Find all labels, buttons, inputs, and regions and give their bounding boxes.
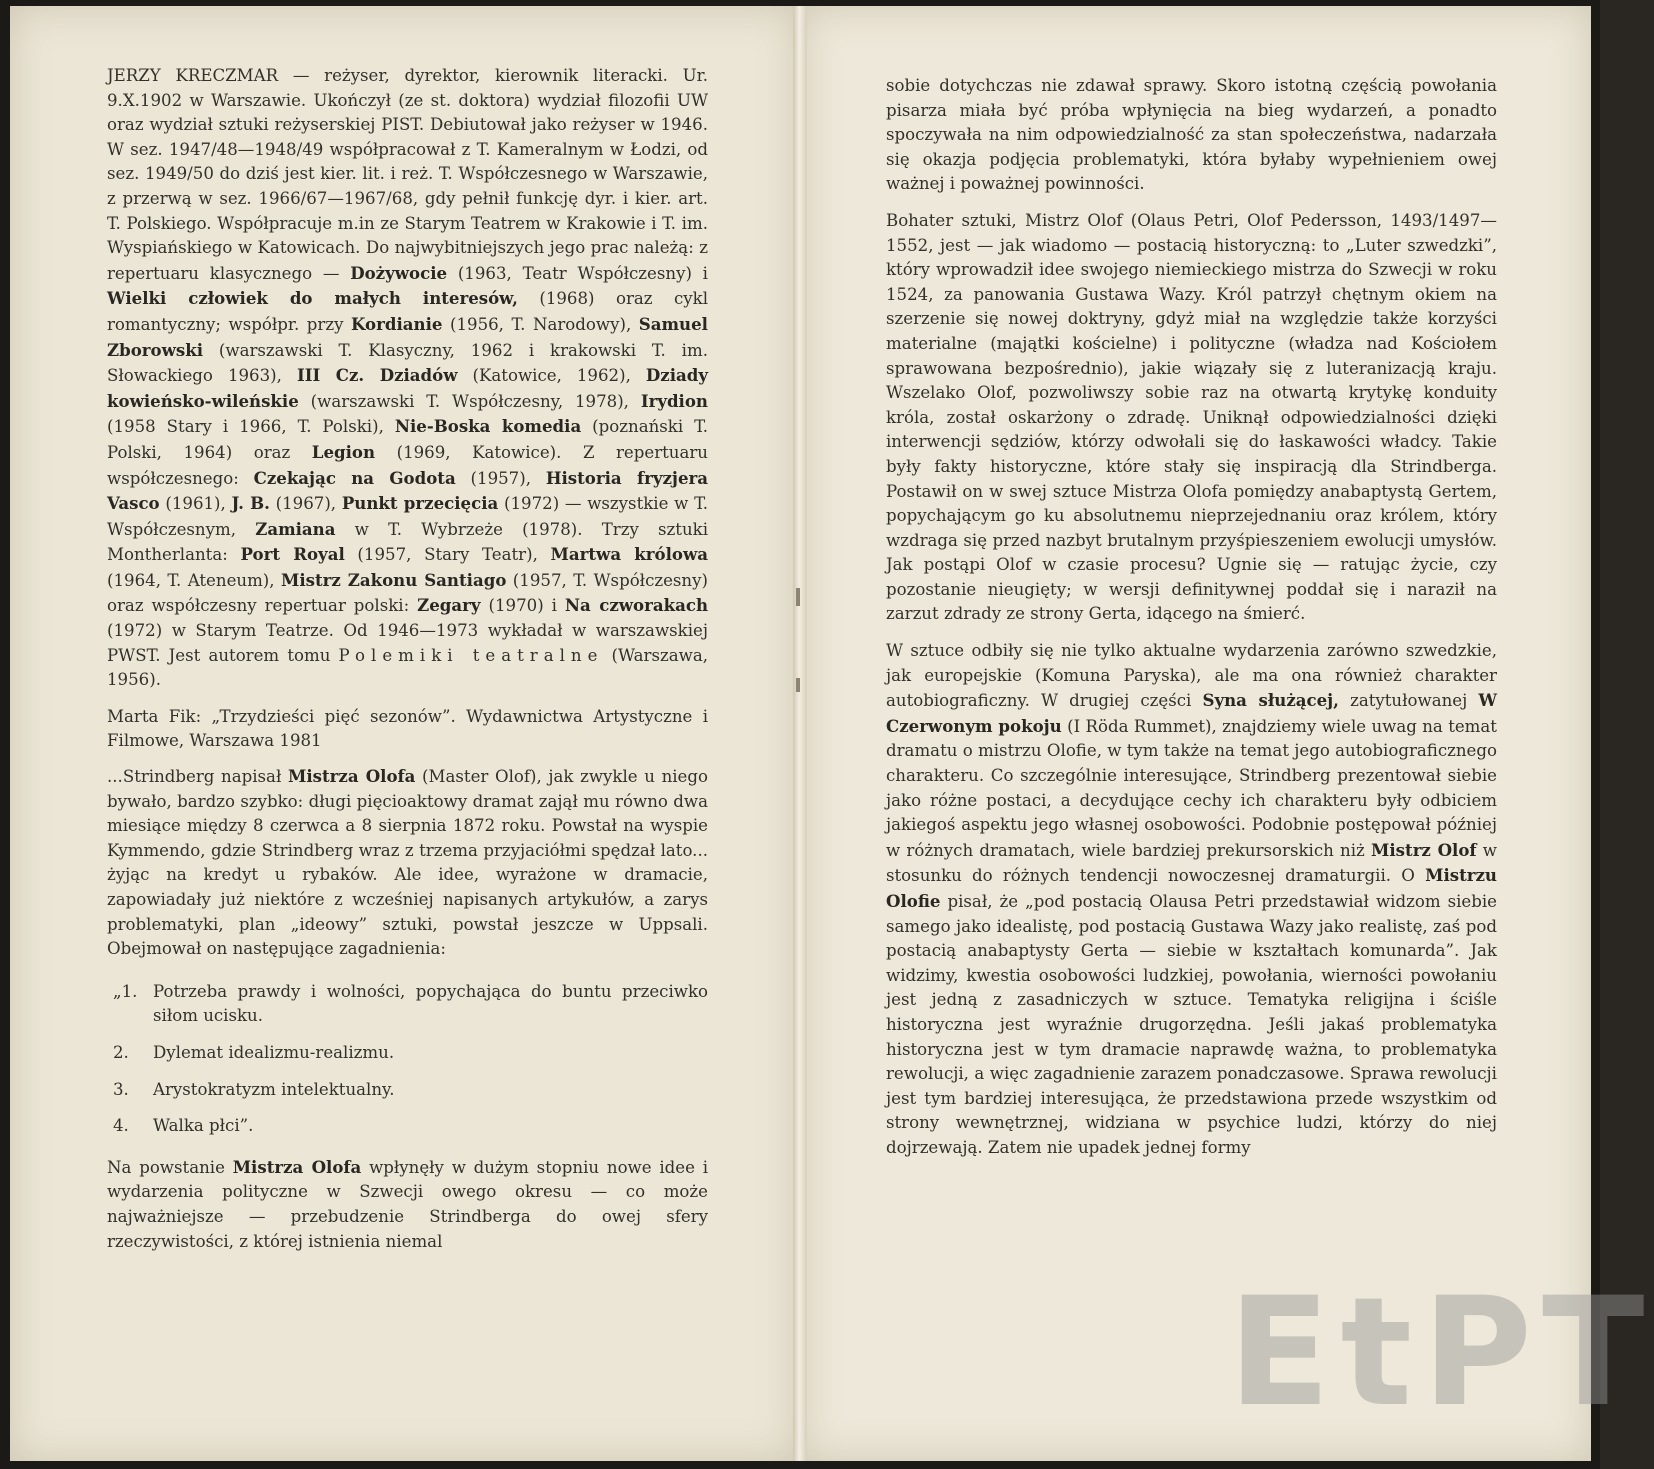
list-number: 4. [113,1116,129,1136]
text-run: Na powstanie [107,1157,233,1177]
play-title: Mistrz Olof [1371,839,1477,860]
production-title: Dziady kowieńsko-wileńskie [107,365,709,411]
left-column [107,64,708,1266]
text-run: W sztuce odbiły się nie tylko aktualne wydarzenia zarówno szwedzkie, jak europejskie (Komuna Paryska), ale ma ona również charakter autobiograficzny. W drugiej części [886,641,1497,711]
production-note: (1958 Stary i 1966, T. Polski), [107,417,395,437]
production-title: Kordianie [350,313,443,334]
production-title: Zamiana [255,518,336,539]
text-run: wpłynęły w dużym stopniu nowe idee i wydarzenia polityczne w Szwecji owego okresu — co może najważniejsze — przebudzenie Strindberga do owej sfery rzeczywistości, z której istnienia niemal [107,1157,709,1251]
production-title: Zegary [417,595,481,616]
page-tear-mark [796,588,800,606]
text-run: pisał, że „pod postacią Olausa Petri przedstawiał widzom siebie samego jako idealistę, pod postacią Gustawa Wazy jako realistę, zaś pod postacią anabaptysty Gerta — siebie w kształtach komunarda”. Jak widzimy, kwestia osobowości ludzkiej, powołania, wierności powołaniu jest jedną z zasadniczych w sztuce. Tematyka religijna i ściśle historyczna jest wyraźnie drugorzędna. Jeśli jakaś problematyka historyczna jest w tym dramacie naprawdę ważna, to problematyka rewolucji, a więc zagadnienie zarazem ponadczasowe. Sprawa rewolucji jest tym bardziej interesująca, że przedstawiona przede wszystkim od strony wewnętrznej, widziana w psychice ludzi, którzy do niej dojrzewają. Zatem nie upadek jednej formy [886,892,1497,1157]
book-title: Polemiki teatralne [338,645,604,665]
source-citation: Marta Fik: „Trzydzieści pięć sezonów”. Wydawnictwa Artystyczne i Filmowe, Warszawa 1981 [107,706,708,751]
list-text: Dylemat idealizmu-realizmu. [153,1042,395,1062]
book-title-bold: Syna służącej, [1202,690,1339,711]
list-text: Walka płci”. [153,1116,254,1136]
text-run: w stosunku do różnych tendencji nowoczesnej dramaturgii. O [886,840,1497,886]
list-item [107,1114,708,1139]
body-paragraph: Bohater sztuki, Mistrz Olof (Olaus Petri, Olof Pedersson, 1493/1497—1552, jest — jak wiadomo — postacią historyczną: to „Luter szwedzki”, który wprowadził idee swojego niemieckiego mistrza do Szwecji w roku 1524, za panowania Gustawa Wazy. Król patrzył chętnym okiem na szerzenie się nowej doktryny, gdyż miał na względzie także korzyści materialne (majątki kościelne) i polityczne (władza nad Kościołem sprawowana bezpośrednio), jakie wiązały się z luteranizacją kraju. Wszelako Olof, pozwoliwszy sobie raz na otwartą krytykę konduity króla, został oskarżony o zdradę. Uniknął odpowiedzialności dzięki interwencji sędziów, którzy odwołali się do łaskawości władcy. Takie były fakty historyczne, które stały się inspiracją dla Strindberga. Postawił on w swej sztuce Mistrza Olofa pomiędzy anabaptystą Gertem, popychającym go ku absolutnemu nieprzejednaniu oraz królem, który wzdraga się przed nazbyt brutalnym przyśpieszeniem ewolucji umysłów. Jak postąpi Olof w czasie procesu? Ugnie się — ratując życie, czy pozostanie nieugięty; w wersji definitywnej poddał się i naraził na zarzut zdrady ze strony Gerta, idącego na śmierć. [886,210,1497,624]
production-title: Martwa królowa [550,544,708,565]
production-title: Punkt przecięcia [341,493,499,514]
production-note: (poznański T. Polski, 1964) oraz [107,417,709,462]
production-note: (1957, T. Współczesny) oraz współczesny repertuar polski: [107,570,708,616]
production-note: (warszawski T. Współczesny, 1978), [298,391,641,411]
body-paragraph [886,639,1497,1160]
text-run: (I Röda Rummet), znajdziemy wiele uwag na temat dramatu o mistrzu Olofie, w tym także na temat jego autobiograficznego charakteru. Co szczególnie interesujące, Strindberg prezentował siebie jako różne postaci, a decydujące cechy ich charakteru były odbiciem jakiegoś aspektu jego własnej osobowości. Podobnie postępował później w różnych dramatach, wiele bardziej prekursorskich niż [886,716,1497,860]
list-text: Arystokratyzm intelektualny. [153,1079,395,1099]
production-note: w T. Wybrzeże (1978). Trzy sztuki Montherlanta: [107,519,708,565]
production-note: (1956, T. Narodowy), [442,314,639,334]
themes-list [107,980,708,1139]
production-title: Historia fryzjera Vasco [107,467,708,514]
list-number: 2. [113,1042,129,1062]
production-title: Nie-Boska komedia [394,416,582,437]
production-note: (1961), [159,494,232,514]
production-note: (1972) — wszystkie w T. Współczesnym, [107,494,708,539]
production-note: (1957), [455,468,546,488]
play-title: Mistrzu Olofie [886,865,1497,911]
production-title: Wielki człowiek do małych interesów, [107,288,518,309]
right-column [886,74,1497,1173]
production-note: (1967), [269,494,342,514]
text-run: ...Strindberg napisał [107,767,288,787]
bio-intro: JERZY KRECZMAR — reżyser, dyrektor, kierownik literacki. Ur. 9.X.1902 w Warszawie. Ukończył (ze st. doktora) wydział filozofii UW oraz wydział sztuki reżyserskiej PIST. Debiutował jako reżyser w 1946. W sez. 1947/48—1948/49 współpracował z T. Kameralnym w Łodzi, od sez. 1949/50 do dziś jest kier. lit. i reż. T. Współczesnego w Warszawie, z przerwą w sez. 1966/67—1967/68, gdy pełnił funkcję dyr. i kier. art. T. Polskiego. Współpracuje m.in ze Starym Teatrem w Krakowie i T. im. Wyspiańskiego w Katowicach. Do najwybitniejszych jego prac należą: z repertuaru klasycznego — [107,66,708,283]
works-list [107,264,708,665]
production-note: (1957, Stary Teatr), [344,545,551,565]
production-title: Mistrz Zakonu Santiago [280,569,507,590]
production-note: (1968) oraz cykl romantyczny; współpr. przy [107,289,708,334]
production-note: (1963, Teatr Współczesny) i [447,263,708,283]
archive-watermark: EtPT [1228,1266,1654,1440]
production-title: J. B. [231,493,270,514]
list-item [107,980,708,1029]
book-gutter [793,6,807,1461]
production-title: Port Royal [240,544,345,565]
play-title: Mistrza Olofa [287,766,416,787]
production-title: Samuel Zborowski [107,313,708,360]
production-note: (Katowice, 1962), [457,366,646,386]
page-tear-mark [796,678,800,692]
list-number: „1. [113,981,138,1001]
production-title: III Cz. Dziadów [296,365,458,386]
list-item [107,1078,708,1103]
body-paragraph: sobie dotychczas nie zdawał sprawy. Skoro istotną częścią powołania pisarza miała być próba wpłynięcia na bieg wydarzeń, a ponadto spoczywała na nim odpowiedzialność za stan społeczeństwa, nadarzała się okazja podjęcia problematyki, która byłaby wypełnieniem owej ważnej i poważnej powinności. [886,76,1497,194]
production-title: Na czworakach [564,595,709,616]
production-note: (warszawski T. Klasyczny, 1962 i krakowski T. im. Słowackiego 1963), [107,340,708,386]
production-note: (1970) i [480,596,565,616]
production-title: Dożywocie [350,262,448,283]
book-title-bold: W Czerwonym pokoju [886,690,1497,736]
biography-paragraph [107,64,708,693]
list-text: Potrzeba prawdy i wolności, popychająca do buntu przeciwko siłom ucisku. [153,981,708,1026]
production-title: Irydion [640,390,708,411]
text-run: zatytułowanej [1338,691,1479,711]
body-paragraph [107,1155,708,1254]
body-paragraph [107,764,708,962]
production-note: (1969, Katowice). Z repertuaru współczesnego: [107,442,708,488]
play-title: Mistrza Olofa [232,1156,362,1177]
list-number: 3. [113,1079,129,1099]
production-title: Czekając na Godota [253,467,456,488]
book-note: (Warszawa, 1956). [107,645,708,690]
text-run: (Master Olof), jak zwykle u niego bywało, bardzo szybko: długi pięcioaktowy dramat zajął mu równo dwa miesiące między 8 czerwca a 8 sierpnia 1872 roku. Powstał na wyspie Kymmendo, gdzie Strindberg wraz z trzema przyjaciółmi spędzał lato... żyjąc na kredyt u rybaków. Ale idee, wyrażone w dramacie, zapowiadały już niektóre z wcześniej napisanych artykułów, a zarys problematyki, plan „ideowy” sztuki, powstał jeszcze w Uppsali. Obejmował on następujące zagadnienia: [107,767,708,959]
production-note: (1972) w Starym Teatrze. Od 1946—1973 wykładał w warszawskiej PWST. Jest autorem tomu [107,621,708,665]
production-note: (1964, T. Ateneum), [107,570,281,590]
production-title: Legion [311,441,376,462]
list-item [107,1041,708,1066]
